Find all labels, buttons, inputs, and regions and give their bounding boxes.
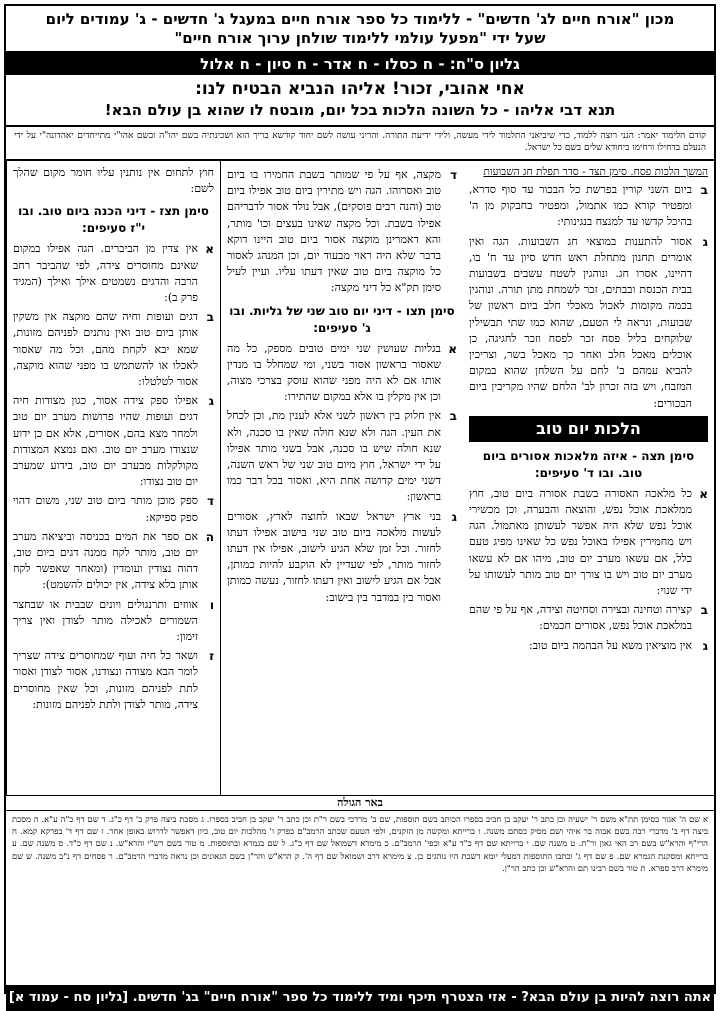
- paragraph-letter: ג: [702, 638, 708, 653]
- paragraph-text: מקצה, אף על פי שמותר בשבת החמירו בו ביום טוב ואסרוהו. הגה ויש מתירין ביום טוב אפילו ביום טוב (והנה רבים פוסקים), אבל נולד אסור לדבריהם אפילו בשבת. וכל מקצה שאינו בעצים וכו' מותר, והא דאמרינן מוקצה אסור ביום טוב היינו דוקא בדבר שלא היה ראוי מבעוד יום, וכן המנהג לאסור כל מוקצה ביום טוב שאין דעתו עליו. ועיין לעיל סימן תק"א כל דיני מקצה:: [227, 168, 441, 295]
- paragraph-text: דגים ועופות וחיה שהם מוקצה אין משקין אותן ביום טוב ואין נותנים לפניהם מזונות, שמא יבא לקחת מהם, וכל מה שאסור לאכלו או להשתמש בו מפני שהוא מוקצה, אסור לטלטלו:: [13, 310, 198, 389]
- paragraph: [227, 408, 457, 505]
- column-middle: [220, 161, 463, 795]
- beer-hagolah-title: באר הגולה: [331, 796, 389, 809]
- column-left: [6, 161, 220, 795]
- header: [6, 6, 714, 53]
- column-right: [463, 161, 714, 795]
- motto-line-2: תנא דבי אליהו - כל השונה הלכות בכל יום, מובטח לו שהוא בן עולם הבא!: [104, 101, 616, 119]
- paragraph-letter: א: [699, 486, 708, 501]
- column-right-intro: המשך הלכות פסח. סימן תצד - סדר תפלת חג השבועות: [483, 166, 708, 178]
- paragraph-letter: א: [205, 242, 214, 257]
- paragraph-letter: א: [448, 341, 457, 356]
- paragraph-letter: ד: [449, 168, 457, 182]
- paragraph-text: אפילו ספק צידה אסור, כגון מצודות חיה דגים ועופות שהיו פרושות מערב יום טוב ולמחר מצא בהם, אסורים, אלא אם כן ידוע שנצודו מערב יום טוב. ואם נמצא המצודות מקולקלות מבערב יום טוב, בידוע שמערב יום טוב נצודו:: [13, 394, 198, 489]
- paragraph-text: בני ארץ ישראל שבאו לחוצה לארץ, אסורים לעשות מלאכה ביום טוב שני בישוב אפילו דעתו לחזור. וכל זמן שלא הגיע לישוב, אפילו אין דעתו לחזור מותר, לפי שעדיין לא הוקבע להיות כמותן, אבל אם הגיע לישוב ואין דעתו לחזור, נעשה כמותן ואסור בין במדבר בין בישוב:: [227, 509, 441, 604]
- paragraph-letter: ב: [700, 603, 708, 618]
- paragraph: [227, 167, 457, 297]
- paragraph-text: אם ספר את המים בכניסה וביציאה מערב יום טוב, מותר לקח ממנה דגים ביום טוב, דהוה נצודין ועומדין (ומאחר שאפשר לקח אותן בלא צידה, אין יכולים להשמט):: [13, 529, 198, 592]
- paragraph: [469, 234, 708, 412]
- paragraph-text: אווזים ותרנגולים ויונים שבבית או שבחצר השמורים לאכילה מותר לצודן ואין צריך זימון:: [13, 597, 198, 644]
- motto: [6, 75, 714, 127]
- header-line-2: שעל ידי "מפעל עולמי ללימוד שולחן ערוך אורח חיים": [174, 29, 546, 47]
- paragraph-text: אין מוציאין משא על הבהמה ביום טוב:: [529, 638, 692, 652]
- paragraph: [13, 241, 214, 306]
- paragraph: [227, 341, 457, 406]
- beer-hagolah-notes: א שם ה' אגור בסימן תת"א משם ר' ישעיה וכן כתב ר' יעקב בן חביב בספרו הכותב בשם תוספות, שם ב' מרדכי בשם ר"ת וכן כתב ר' יעקב בן חביב בספרו. ג מסכת ביצה פרק ב' דף כ"ג. ד שם דף כ"ה ע"א. ה מסכת ביצה דף ב' מדברי רבה בשם אבוה בר איהי ושם מסיק כסתם משנה. ו ברייתא ומקשה מן הזקנים, ולפי הטעם שכתב הרמב"ם בפרק ו' מהלכות יום טוב, כיון דאפשר לדרוש באופן אחר. ז שם דף ד' בפרקא קמא. ח הרי"ף והרא"ש בשם רב האי גאון ור"ת. ט משנה שם. י ברייתא שם דף כ"ד ע"א וכפי' הרמב"ם. כ מימרא דשמואל שם דף כ"ג. ל שם בגמרא ובתוספות. מ טור בשם רש"י והרא"ש. נ שם דף כ"ד. ס משנה שם. ע ברייתא ומסקנת הגמרא שם. פ שם דף ג' וכתבו התוספות דמעלי יומא דשבת היו נוהגים כן. צ מימרא דרב ושמואל שם דף ה'. ק הרא"ש והר"ן בשם הגאונים וכן נראה מדברי הרמב"ם. ר פסחים דף נ"ב משנה. ש שם מימרא דרב ספרא. ת טור בשם רבינו תם והרא"ש וכן כתב הר"ן.: [6, 811, 714, 987]
- column-left-intro: חוץ לתחום אין נותנין עליו חומר מקום שהלך לשם:: [13, 166, 214, 196]
- paragraph-text: קצירה וטחינה ובצירה וסחיטה וצידה, אף על פי שהם במלאכת אוכל נפש, אסורים חכמים:: [469, 603, 692, 633]
- paragraph-letter: ד: [206, 494, 214, 509]
- paragraph-letter: ב: [449, 409, 457, 424]
- paragraph: [13, 597, 214, 646]
- paragraph: [227, 509, 457, 606]
- footer-bar: אתה רוצה להיות בן עולם הבא? - אזי הצטרף תיכף ומיד ללימוד כל ספר "אורח חיים" בג' חדשים. [גליון סח - עמוד א]: [6, 987, 714, 1011]
- header-line-1: מכון "אורח חיים לג' חדשים" - ללימוד כל ספר אורח חיים במעגל ג' חדשים - ג' עמודים ליום: [45, 10, 675, 28]
- paragraph: [13, 529, 214, 594]
- motto-line-1: אחי אהובי, זכור! אליהו הנביא הבטיח לנו:: [195, 79, 525, 99]
- siman-heading: סימן תצו - דיני יום טוב שני של גליות. ובו ג' סעיפים:: [229, 303, 455, 335]
- paragraph: [469, 182, 708, 231]
- paragraph: [13, 309, 214, 390]
- prayer-before-study: קודם הלימוד יאמר: הנני רוצה ללמוד, כדי שיביאני התלמוד לידי מעשה, ולידי ידיעת התורה. והריני עושה לשם יחוד קודשא בריך הוא ושכינתיה בשם יהו"ה ובשם אהו"י מתייחדים יאהדונה"י על ידי הנעלם בדחילו ורחימו ביחודא שלים בשם כל ישראל.: [6, 127, 714, 161]
- paragraph: [469, 638, 708, 654]
- paragraph-text: אין חלוק בין ראשון לשני אלא לענין מת, וכן לכחל את העין. הגה ולא שנא חולה שאין בו סכנה, ולא שנא חולה שיש בו סכנה, אבל בשני מותר אפילו על ידי ישראל, חוץ מיום טוב שני של ראש השנה, דשני ימים קדושה אחת היא, ואסור בכל דבר כמו בראשון:: [227, 409, 441, 504]
- paragraph: [13, 493, 214, 525]
- paragraph-letter: ז: [209, 649, 214, 664]
- paragraph: [469, 602, 708, 634]
- paragraph-letter: ב: [206, 310, 214, 325]
- section-title-yom-tov: הלכות יום טוב: [469, 416, 708, 442]
- paragraph-letter: ג: [451, 509, 457, 524]
- beer-hagolah-divider: [6, 796, 714, 811]
- siman-heading: סימן תצז - דיני הכנה ביום טוב. ובו י"ז סעיפים:: [18, 204, 209, 236]
- paragraph-text: ביום השני קורין בפרשת כל הבכור עד סוף סדרא, ומפטיר קורא כמו אתמול, ומפטיר בחבקוק מן ה' בהיכל קדשו עד למנצח בנגינותי:: [469, 183, 692, 229]
- paragraph-letter: ו: [209, 597, 214, 612]
- paragraph-letter: ה: [205, 529, 214, 544]
- paragraph-letter: ב: [700, 183, 708, 197]
- siman-heading: סימן תצה - איזה מלאכות אסורים ביום טוב. ובו ד' סעיפים:: [482, 448, 695, 480]
- paragraph-text: ספק מוכן מותר ביום טוב שני, משום דהוי ספק ספיקא:: [13, 494, 198, 524]
- paragraph-text: כל מלאכה האסורה בשבת אסורה ביום טוב, חוץ ממלאכת אוכל נפש, והוצאה והבערה, וכן מכשירי אוכל נפש שלא היה אפשר לעשותן מאתמול. הגה ויש מחמירין אפילו באוכל נפש כל שאינו מפיג טעם כלל, אם עשאו מערב יום טוב, מיהו אם לא עשאו מערב יום טוב ויש בו צורך יום טוב מותר לעשותו על ידי שנוי:: [469, 486, 692, 598]
- issue-bar: גליון ס"ח: - ח כסלו - ח אדר - ח סיון - ח אלול: [6, 53, 714, 75]
- paragraph-text: אין צדין מן הביברים. הגה אפילו במקום שאינם מחוסרים צידה, לפי שהביבר רחב הרבה והדגים נשמטים אילך ואילך (המגיד פרק ב):: [13, 242, 198, 305]
- paragraph-text: אסור להתענות במוצאי חג השבועות. הגה ואין אומרים תחנון מתחלת ראש חדש סיון עד ח' בו, דהיינו, אסרו חג. ונוהגין לשטח עשבים בשבועות בבית הכנסת ובבתים, זכר לשמחת מתן תורה. ונוהגין בכמה מקומות לאכול מאכלי חלב ביום ראשון של שבועות, ונראה לי הטעם, שהוא כמו שתי תבשילין שלוקחים בליל פסח זכר לפסח וזכר לחגיגה, כן אוכלים מאכל חלב ואחר כך מאכל בשר, וצריכין להביא עמהם ב' לחם על השלחן שהוא במקום המזבח, ויש בזה זכרון לב' הלחם שהיו מקריבין ביום הבכורים:: [469, 234, 692, 410]
- page: [4, 4, 716, 1005]
- paragraph-letter: ג: [702, 234, 708, 249]
- text-columns: [6, 161, 714, 796]
- paragraph: [13, 393, 214, 490]
- paragraph-text: בגליות שעושין שני ימים טובים מספק, כל מה שאסור בראשון אסור בשני, ומי שמחלל בו מנדין אותו אם לא היה מפני שהוא עוסק בצרכי מצוה, וכן אין מקלין בו אלא במקום שהתירו:: [227, 341, 441, 404]
- paragraph-letter: ג: [208, 394, 214, 409]
- paragraph-text: ושאר כל חיה ועוף שמחוסרים צידה שצריך לומר הבא מצודה ונצודנו, אסור לצודן ואסור לתת לפניהם מזונות, וכל שאין מחוסרים צידה, מותר לצודן ולתת לפניהם מזונות:: [13, 649, 198, 711]
- paragraph: [13, 648, 214, 713]
- paragraph: [469, 486, 708, 599]
